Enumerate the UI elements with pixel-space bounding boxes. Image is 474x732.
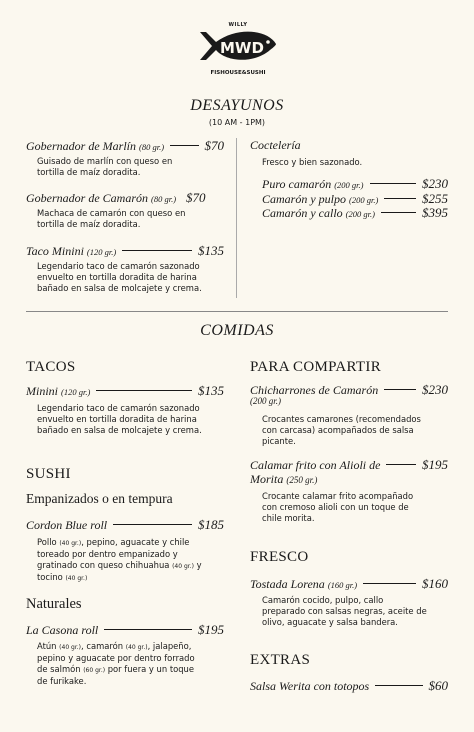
item-price: $185 (198, 517, 224, 532)
item-name: Calamar frito con Alioli de (250, 458, 381, 472)
item-name: Puro camarón (262, 177, 332, 191)
compartir-title: PARA COMPARTIR (250, 359, 381, 375)
cocteleria-description: Fresco y bien sazonado. (262, 157, 363, 167)
sushi-subcategory: Naturales (26, 596, 82, 612)
menu-item: Minini (120 gr.) $135 (26, 383, 224, 398)
item-description: Camarón cocido, pulpo, callo preparado con salsas negras, aceite de olivo, aguacate y salsa bandera. (262, 595, 427, 627)
item-description: Legendario taco de camarón sazonado envuelto en tortilla doradita de harina bañado en salsa de molcajete y crema. (37, 261, 202, 293)
menu-item: Camarón y callo (200 gr.) $395 (262, 205, 448, 220)
fresco-title: FRESCO (250, 549, 309, 565)
menu-item: Camarón y pulpo (200 gr.) $255 (262, 191, 448, 206)
item-price: $230 (422, 382, 448, 397)
item-name: Gobernador de Marlín (26, 139, 136, 153)
menu-item (26, 517, 224, 533)
logo-bottom-text: FISHOUSE&SUSHI (210, 70, 266, 76)
tacos-title: TACOS (26, 359, 76, 375)
item-description: Guisado de marlín con queso en tortilla de maíz doradita. (37, 156, 173, 177)
item-description: Pollo (40 gr.), pepino, aguacate y chile toreado por dentro empanizado y gratinado con queso chihuahua (40 gr.) y tocino (40 gr.) (37, 537, 202, 582)
menu-item: Gobernador de Camarón (80 gr.) $70 (26, 190, 206, 205)
menu-item: Tostada Lorena (160 gr.) $160 (250, 576, 448, 591)
logo (193, 22, 283, 84)
item-description: Atún (40 gr.), camarón (40 gr.), jalapeño, pepino y aguacate por dentro forrado de salmón (60 gr.) por fuera y un toque de furikake. (37, 641, 195, 686)
menu-item: Taco Minini (120 gr.) $135 (26, 243, 224, 258)
cocteleria-title: Coctelería (250, 138, 301, 152)
item-price: $395 (422, 205, 448, 220)
desayunos-hours: (10 AM - 1PM) (208, 118, 266, 127)
item-name: Minini (26, 384, 58, 398)
item-weight: (200 gr.) (250, 396, 281, 406)
item-price: $70 (204, 138, 224, 153)
item-name: Cordon Blue roll (26, 518, 108, 532)
item-name: Camarón y pulpo (262, 192, 346, 206)
item-name: Gobernador de Camarón (26, 191, 148, 205)
item-price: $135 (198, 243, 224, 258)
item-name: Taco Minini (26, 244, 84, 258)
item-name-continued: Morita (250 gr.) (250, 472, 318, 486)
item-description: Crocantes camarones (recomendados con carcasa) acompañados de salsa picante. (262, 414, 421, 446)
fish-logo-icon (198, 28, 278, 64)
item-price: $255 (422, 191, 448, 206)
item-price: $60 (428, 678, 448, 693)
svg-text:MWD: MWD (220, 39, 264, 57)
item-price: $160 (422, 576, 448, 591)
menu-item: Puro camarón (200 gr.) $230 (262, 176, 448, 191)
logo-top-text: WILLY (228, 22, 248, 28)
menu-item: Gobernador de Marlín (80 gr.) $70 (26, 138, 224, 153)
comidas-title: COMIDAS (200, 322, 274, 339)
item-name: Camarón y callo (262, 206, 343, 220)
item-description: Crocante calamar frito acompañado con cremoso alioli con un toque de chile morita. (262, 491, 414, 523)
item-name: Tostada Lorena (250, 577, 325, 591)
item-description: Machaca de camarón con queso en tortilla de maíz doradita. (37, 208, 186, 229)
item-price: $230 (422, 176, 448, 191)
column-divider (236, 138, 237, 298)
item-price: $195 (422, 457, 448, 472)
sushi-subcategory: Empanizados o en tempura (26, 491, 173, 506)
menu-item (250, 678, 448, 694)
item-name: La Casona roll (26, 623, 99, 637)
extras-title: EXTRAS (250, 652, 311, 668)
menu-item (250, 457, 448, 473)
item-name: Salsa Werita con totopos (250, 679, 370, 693)
item-description: Legendario taco de camarón sazonado envuelto en tortilla doradita de harina bañado en salsa de molcajete y crema. (37, 403, 202, 435)
item-name: Chicharrones de Camarón (250, 383, 379, 397)
item-price: $195 (198, 622, 224, 637)
menu-item (26, 622, 224, 638)
sushi-title: SUSHI (26, 466, 71, 482)
section-divider (26, 311, 448, 312)
desayunos-title: DESAYUNOS (190, 97, 284, 114)
item-price: $70 (186, 190, 206, 205)
item-price: $135 (198, 383, 224, 398)
